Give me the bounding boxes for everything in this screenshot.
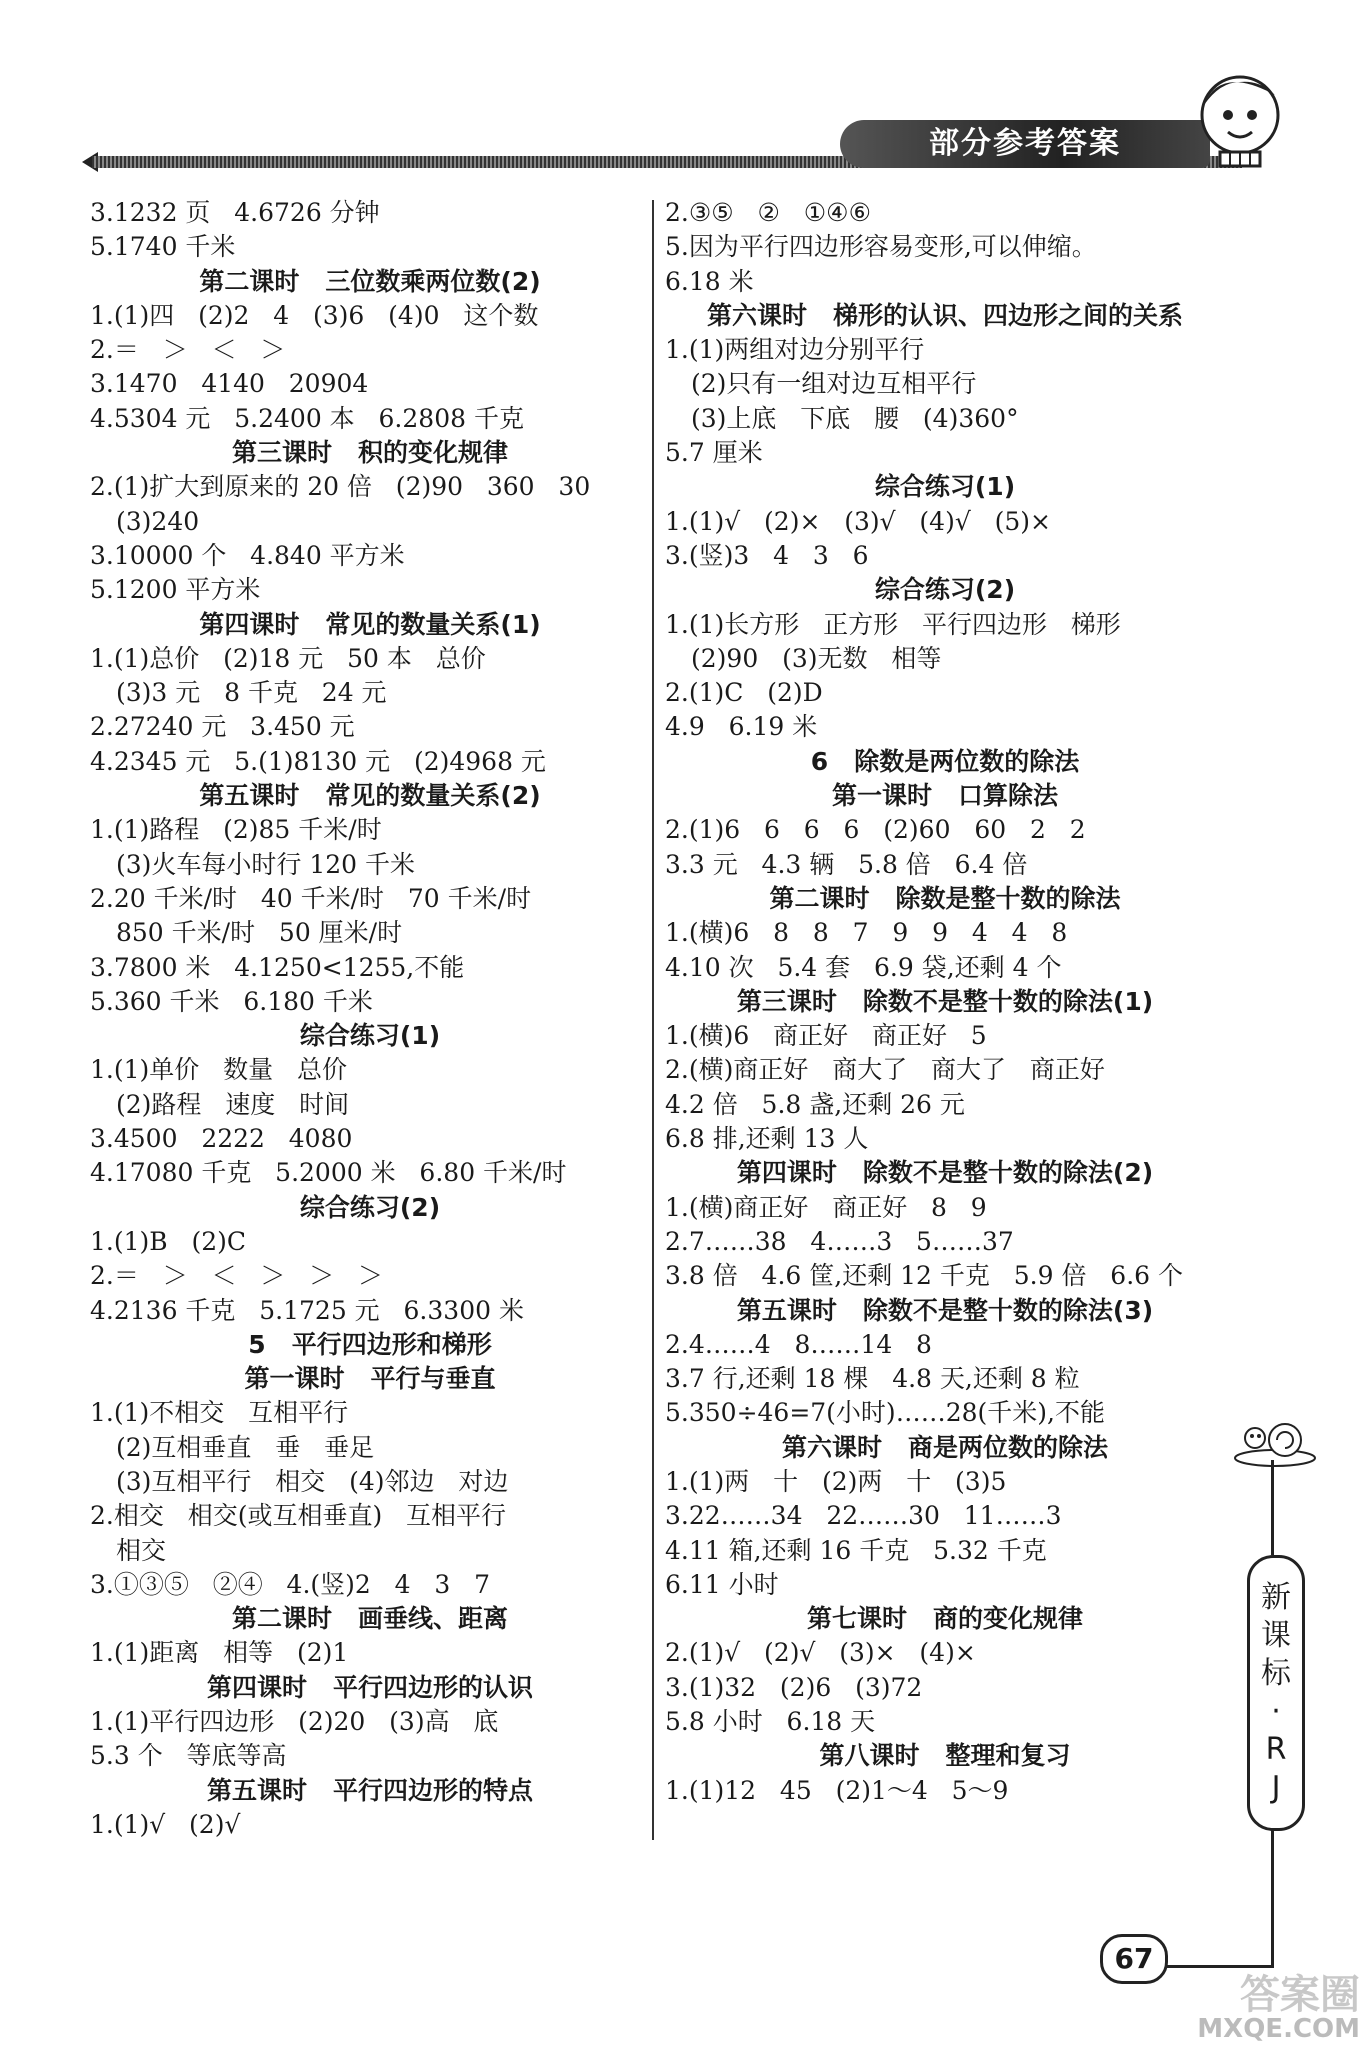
answer-line: 2.(1)6 6 6 6 (2)60 60 2 2: [665, 815, 1086, 845]
answer-line: 1.(1)√ (2)√: [90, 1809, 241, 1839]
side-tab-char: 新: [1261, 1580, 1291, 1615]
answer-line: 4.10 次 5.4 套 6.9 袋,还剩 4 个: [665, 952, 1062, 982]
answer-line: 1.(1)B (2)C: [90, 1226, 247, 1256]
answer-line: 4.2345 元 5.(1)8130 元 (2)4968 元: [90, 746, 546, 776]
section-heading: 第一课时 平行与垂直: [244, 1364, 496, 1394]
answer-line: 5.350÷46=7(小时)……28(千米),不能: [665, 1398, 1105, 1428]
header-title: 部分参考答案: [840, 120, 1210, 168]
answer-line: 1.(横)商正好 商正好 8 9: [665, 1192, 987, 1222]
answer-line: 1.(1)两 十 (2)两 十 (3)5: [665, 1466, 1007, 1496]
answer-line: 2.相交 相交(或互相垂直) 互相平行: [90, 1501, 507, 1531]
section-heading: 综合练习(1): [874, 472, 1016, 502]
answer-line: 3.8 倍 4.6 筐,还剩 12 千克 5.9 倍 6.6 个: [665, 1261, 1183, 1291]
answer-line: 1.(横)6 8 8 7 9 9 4 4 8: [665, 918, 1068, 948]
answer-line: 3.1470 4140 20904: [90, 369, 369, 399]
answer-line: 3.7800 米 4.1250<1255,不能: [90, 952, 465, 982]
answer-line: 1.(1)长方形 正方形 平行四边形 梯形: [665, 609, 1121, 639]
section-heading: 第二课时 三位数乘两位数(2): [199, 266, 541, 296]
mascot-boy-icon: [1180, 60, 1290, 170]
snail-icon: [1225, 1410, 1325, 1470]
section-heading: 综合练习(2): [874, 575, 1016, 605]
answer-line: 2.③⑤ ② ①④⑥: [665, 198, 872, 227]
section-heading: 综合练习(2): [299, 1192, 441, 1222]
section-heading: 5 平行四边形和梯形: [248, 1329, 492, 1359]
answer-line: 3.7 行,还剩 18 棵 4.8 天,还剩 8 粒: [665, 1364, 1080, 1394]
answer-line: 4.17080 千克 5.2000 米 6.80 千米/时: [90, 1158, 567, 1188]
side-line-top: [1271, 1460, 1274, 1555]
answer-line: (3)互相平行 相交 (4)邻边 对边: [116, 1466, 509, 1496]
watermark-url: MXQE.COM: [1197, 2014, 1360, 2044]
answer-line: 3.(竖)3 4 3 6: [665, 540, 869, 570]
left-column: [90, 196, 650, 1842]
answer-line: 6.18 米: [665, 266, 754, 296]
watermark-logo: 答案圈: [1240, 1972, 1360, 2018]
answer-line: 2.(1)扩大到原来的 20 倍 (2)90 360 30: [90, 472, 591, 502]
answer-line: 1.(1)单价 数量 总价: [90, 1055, 347, 1085]
column-divider: [652, 200, 654, 1840]
answer-line: 5.7 厘米: [665, 438, 763, 468]
side-tab-char: ·: [1271, 1694, 1281, 1729]
answer-line: 5.360 千米 6.180 千米: [90, 986, 373, 1016]
answer-line: 6.8 排,还剩 13 人: [665, 1124, 869, 1154]
answer-line: 850 千米/时 50 厘米/时: [116, 918, 403, 948]
side-line-bottom: [1271, 1828, 1274, 1968]
answer-line: 3.22……34 22……30 11……3: [665, 1501, 1062, 1531]
section-heading: 第六课时 商是两位数的除法: [781, 1432, 1109, 1462]
answer-line: 1.(1)不相交 互相平行: [90, 1398, 349, 1428]
section-heading: 综合练习(1): [299, 1021, 441, 1051]
side-tab-char: J: [1271, 1770, 1281, 1805]
answer-line: 相交: [116, 1535, 167, 1565]
page-number: 67: [1100, 1934, 1168, 1984]
answer-line: 3.(1)32 (2)6 (3)72: [665, 1672, 923, 1702]
answer-line: 1.(1)路程 (2)85 千米/时: [90, 815, 382, 845]
answer-line: (2)只有一组对边互相平行: [691, 369, 977, 399]
section-heading: 第七课时 商的变化规律: [806, 1604, 1084, 1634]
section-heading: 第四课时 常见的数量关系(1): [199, 609, 541, 639]
answer-line: 5.8 小时 6.18 天: [665, 1707, 876, 1737]
side-tab-char: R: [1265, 1732, 1287, 1767]
answer-line: 1.(1)√ (2)× (3)√ (4)√ (5)×: [665, 506, 1051, 536]
answer-line: 1.(1)两组对边分别平行: [665, 335, 925, 365]
section-heading: 第二课时 画垂线、距离: [231, 1604, 509, 1634]
answer-line: 6.11 小时: [665, 1569, 779, 1599]
answer-line: 2.(1)√ (2)√ (3)× (4)×: [665, 1638, 976, 1668]
answer-line: 2.＝ ＞ ＜ ＞: [90, 335, 286, 365]
answer-line: 2.20 千米/时 40 千米/时 70 千米/时: [90, 883, 532, 913]
answer-line: (2)90 (3)无数 相等: [691, 643, 942, 673]
answer-line: 4.2136 千克 5.1725 元 6.3300 米: [90, 1295, 524, 1325]
answer-line: 2.7……38 4……3 5……37: [665, 1226, 1014, 1256]
answer-line: 1.(1)四 (2)2 4 (3)6 (4)0 这个数: [90, 300, 539, 330]
side-tab-char: 课: [1261, 1618, 1291, 1653]
answer-line: 1.(1)12 45 (2)1～4 5～9: [665, 1775, 1009, 1805]
section-heading: 6 除数是两位数的除法: [810, 746, 1080, 776]
answer-line: 5.1200 平方米: [90, 575, 261, 605]
answer-line: (2)互相垂直 垂 垂足: [116, 1432, 375, 1462]
answer-line: 3.1232 页 4.6726 分钟: [90, 198, 380, 227]
answer-line: 2.27240 元 3.450 元: [90, 712, 355, 742]
answer-line: 3.3 元 4.3 辆 5.8 倍 6.4 倍: [665, 849, 1028, 879]
answer-line: (3)240: [116, 506, 200, 536]
answer-line: 3.4500 2222 4080: [90, 1124, 353, 1154]
answer-line: (3)上底 下底 腰 (4)360°: [691, 403, 1019, 433]
answer-line: (3)3 元 8 千克 24 元: [116, 678, 387, 708]
watermark: [1080, 1972, 1360, 2045]
answer-line: 3.10000 个 4.840 平方米: [90, 540, 405, 570]
section-heading: 第五课时 常见的数量关系(2): [199, 781, 541, 811]
answer-line: 3.①③⑤ ②④ 4.(竖)2 4 3 7: [90, 1569, 491, 1599]
answer-line: 1.(1)总价 (2)18 元 50 本 总价: [90, 643, 486, 673]
section-heading: 第三课时 积的变化规律: [231, 438, 509, 468]
answer-line: 2.(1)C (2)D: [665, 678, 823, 708]
section-heading: 第四课时 除数不是整十数的除法(2): [736, 1158, 1154, 1188]
answer-line: 5.因为平行四边形容易变形,可以伸缩。: [665, 232, 1097, 262]
answer-line: 2.＝ ＞ ＜ ＞ ＞ ＞: [90, 1261, 384, 1291]
section-heading: 第四课时 平行四边形的认识: [206, 1672, 534, 1702]
side-tab: [1247, 1555, 1305, 1831]
section-heading: 第五课时 平行四边形的特点: [206, 1775, 534, 1805]
side-tab-char: 标: [1261, 1656, 1291, 1691]
answer-line: 4.2 倍 5.8 盏,还剩 26 元: [665, 1089, 965, 1119]
section-heading: 第三课时 除数不是整十数的除法(1): [736, 986, 1154, 1016]
section-heading: 第六课时 梯形的认识、四边形之间的关系: [706, 300, 1184, 330]
answer-line: 5.1740 千米: [90, 232, 236, 262]
answer-line: 1.(1)距离 相等 (2)1: [90, 1638, 349, 1668]
answer-line: 2.(横)商正好 商大了 商大了 商正好: [665, 1055, 1105, 1085]
answer-line: 4.11 箱,还剩 16 千克 5.32 千克: [665, 1535, 1047, 1565]
answer-line: 2.4……4 8……14 8: [665, 1329, 932, 1359]
answer-line: (2)路程 速度 时间: [116, 1089, 350, 1119]
section-heading: 第五课时 除数不是整十数的除法(3): [736, 1295, 1154, 1325]
answer-line: 1.(横)6 商正好 商正好 5: [665, 1021, 987, 1051]
answer-line: 4.9 6.19 米: [665, 712, 818, 742]
right-column: [665, 196, 1225, 1808]
answer-line: 1.(1)平行四边形 (2)20 (3)高 底: [90, 1707, 499, 1737]
answer-line: 4.5304 元 5.2400 本 6.2808 千克: [90, 403, 524, 433]
section-heading: 第八课时 整理和复习: [819, 1741, 1071, 1771]
section-heading: 第一课时 口算除法: [831, 781, 1059, 811]
answer-line: 5.3 个 等底等高: [90, 1741, 287, 1771]
answer-line: (3)火车每小时行 120 千米: [116, 849, 416, 879]
side-hline: [1160, 1965, 1274, 1968]
section-heading: 第二课时 除数是整十数的除法: [769, 883, 1121, 913]
